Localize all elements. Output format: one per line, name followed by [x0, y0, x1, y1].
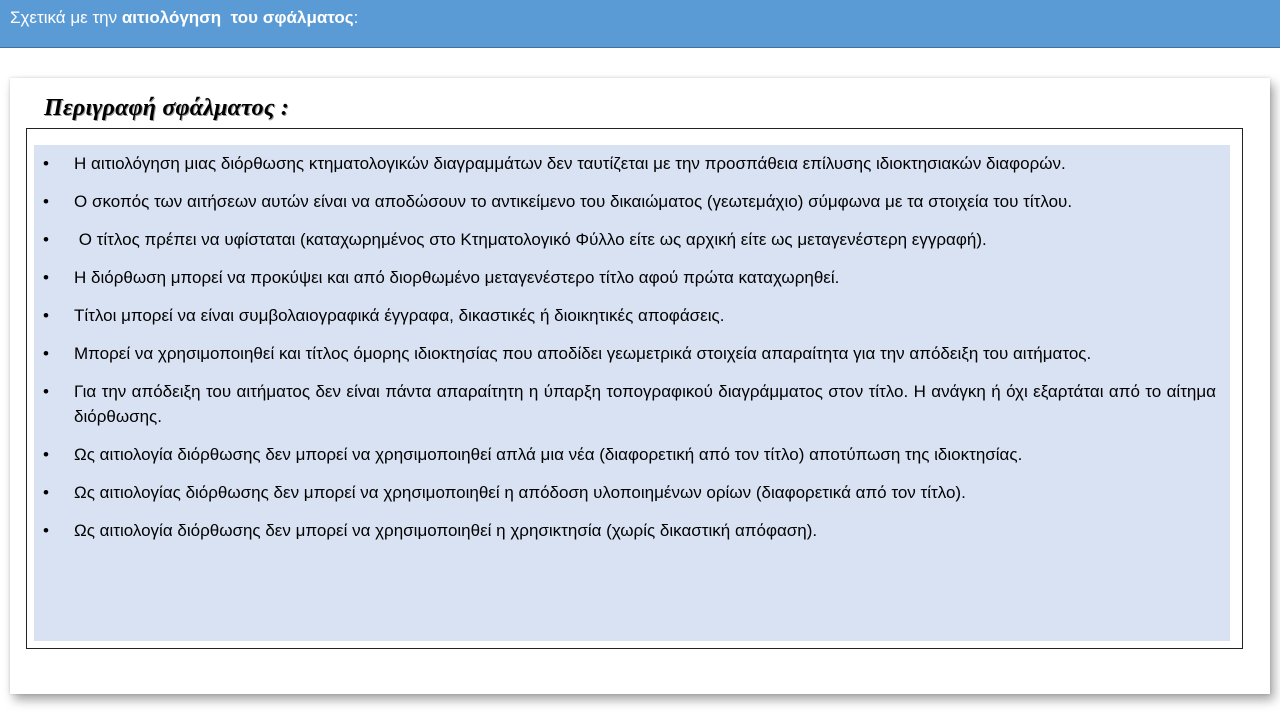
list-item-text: Μπορεί να χρησιμοποιηθεί και τίτλος όμορης ιδιοκτησίας που αποδίδει γεωμετρικά στοιχεία απαραίτητα για την απόδειξη του αιτήματος.	[74, 344, 1092, 363]
bullet-icon: •	[43, 306, 49, 325]
list-item	[42, 518, 1216, 543]
slide-title-prefix: Σχετικά με την	[10, 8, 122, 27]
list-item	[42, 151, 1216, 176]
list-item-text: Ο σκοπός των αιτήσεων αυτών είναι να αποδώσουν το αντικείμενο του δικαιώματος (γεωτεμάχιο) σύμφωνα με τα στοιχεία του τίτλου.	[74, 192, 1073, 211]
list-item-text: Η διόρθωση μπορεί να προκύψει και από διορθωμένο μεταγενέστερο τίτλο αφού πρώτα καταχωρηθεί.	[74, 268, 840, 287]
list-item-text: Ως αιτιολογία διόρθωσης δεν μπορεί να χρησιμοποιηθεί απλά μια νέα (διαφορετική από τον τίτλο) αποτύπωση της ιδιοκτησίας.	[74, 445, 1023, 464]
bullet-icon: •	[43, 230, 49, 249]
list-item-text: Η αιτιολόγηση μιας διόρθωσης κτηματολογικών διαγραμμάτων δεν ταυτίζεται με την προσπάθεια επίλυσης ιδιοκτησιακών διαφορών.	[74, 154, 1066, 173]
bullet-icon: •	[43, 445, 49, 464]
slide-title	[10, 8, 358, 28]
section-heading: Περιγραφή σφάλματος :	[44, 95, 290, 121]
slide-title-bold: αιτιολόγηση του σφάλματος	[121, 8, 354, 27]
bullet-icon: •	[43, 154, 49, 173]
slide-card	[10, 78, 1270, 694]
slide-header-bar	[0, 0, 1280, 48]
list-item-text: Ο τίτλος πρέπει να υφίσταται (καταχωρημένος στο Κτηματολογικό Φύλλο είτε ως αρχική είτε ως μεταγενέστερη εγγραφή).	[74, 230, 987, 249]
content-box	[34, 145, 1230, 641]
list-item-text: Τίτλοι μπορεί να είναι συμβολαιογραφικά έγγραφα, δικαστικές ή διοικητικές αποφάσεις.	[74, 306, 725, 325]
list-item-text: Ως αιτιολογίας διόρθωσης δεν μπορεί να χρησιμοποιηθεί η απόδοση υλοποιημένων ορίων (διαφορετικά από τον τίτλο).	[74, 483, 966, 502]
list-item	[42, 442, 1216, 467]
bullet-icon: •	[43, 192, 49, 211]
bullet-icon: •	[43, 521, 49, 540]
list-item	[42, 480, 1216, 505]
list-item	[42, 379, 1216, 429]
list-item	[42, 227, 1216, 252]
bullet-icon: •	[43, 344, 49, 363]
content-frame	[26, 128, 1243, 649]
list-item	[42, 303, 1216, 328]
bullet-icon: •	[43, 268, 49, 287]
list-item	[42, 189, 1216, 214]
list-item-text: Ως αιτιολογία διόρθωσης δεν μπορεί να χρησιμοποιηθεί η χρησικτησία (χωρίς δικαστική απόφαση).	[74, 521, 818, 540]
bullet-list	[42, 151, 1216, 543]
list-item	[42, 265, 1216, 290]
list-item-text: Για την απόδειξη του αιτήματος δεν είναι πάντα απαραίτητη η ύπαρξη τοπογραφικού διαγράμματος στον τίτλο. Η ανάγκη ή όχι εξαρτάται από το αίτημα διόρθωσης.	[74, 382, 1216, 426]
list-item	[42, 341, 1216, 366]
slide-title-suffix: :	[353, 8, 359, 27]
bullet-icon: •	[43, 382, 49, 401]
bullet-icon: •	[43, 483, 49, 502]
